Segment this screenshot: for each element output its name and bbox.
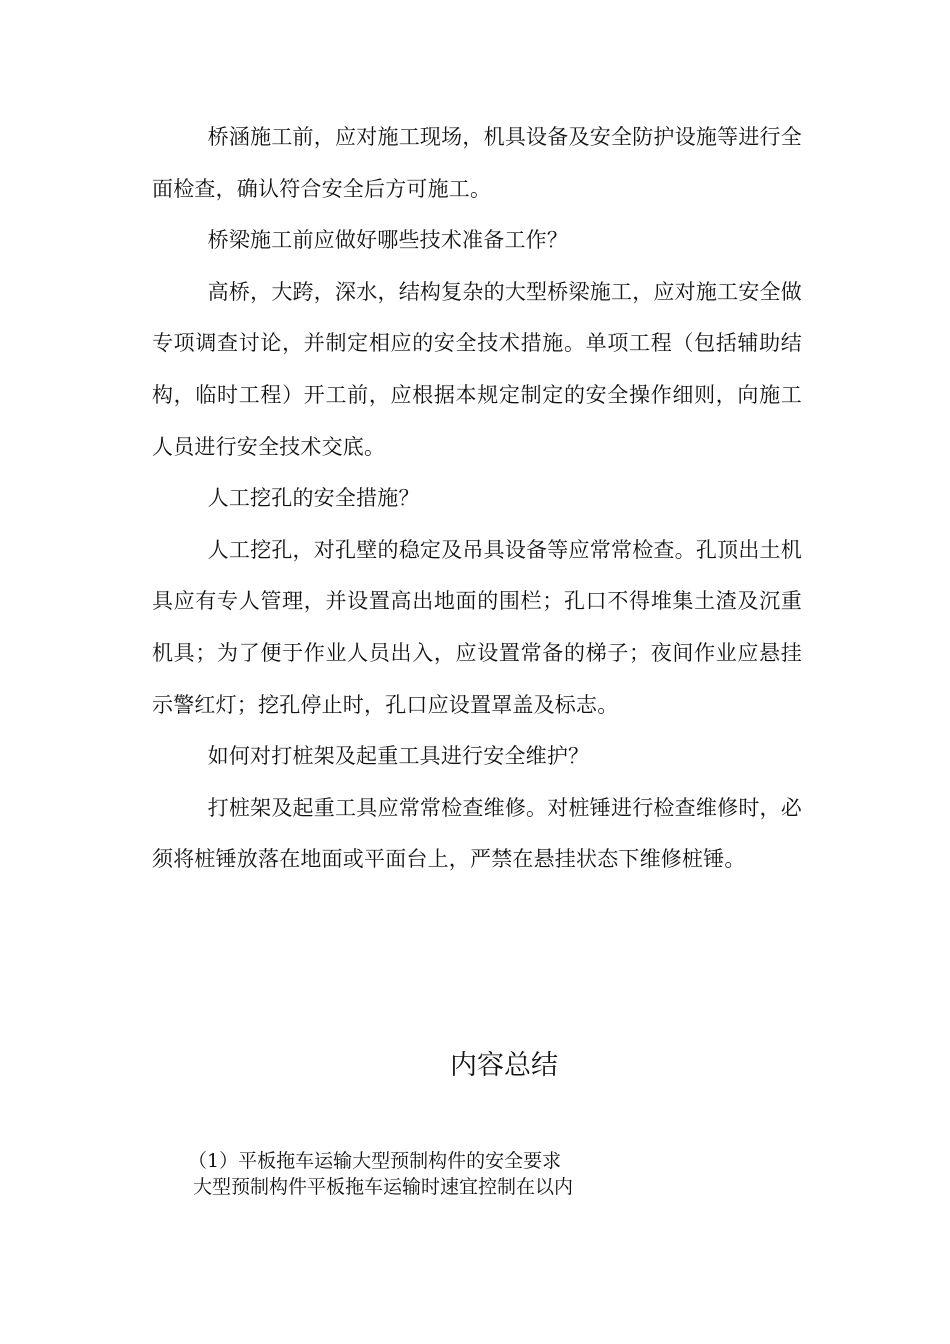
body-text <box>152 112 802 886</box>
paragraph-pile-frame-maintenance: 打桩架及起重工具应常常检查维修。对桩锤进行检查维修时，必须将桩锤放落在地面或平面台上，严禁在悬挂状态下维修桩锤。 <box>152 795 802 872</box>
paragraph-technical-preparation: 高桥，大跨，深水，结构复杂的大型桥梁施工，应对施工安全做专项调查讨论，并制定相应的安全技术措施。单项工程（包括辅助结构，临时工程）开工前，应根据本规定制定的安全操作细则，向施工人员进行安全技术交底。 <box>152 279 802 459</box>
summary-line-1: （1）平板拖车运输大型预制构件的安全要求 <box>188 1150 562 1172</box>
paragraph-manual-excavation: 人工挖孔，对孔壁的稳定及吊具设备等应常常检查。孔顶出土机具应有专人管理，并设置高出地面的围栏；孔口不得堆集土渣及沉重机具；为了便于作业人员出入，应设置常备的梯子；夜间作业应悬挂示警红灯；挖孔停止时，孔口应设置罩盖及标志。 <box>152 537 802 717</box>
question-manual-excavation: 人工挖孔的安全措施？ <box>207 486 420 511</box>
summary-title: 内容总结 <box>450 1050 558 1081</box>
question-pile-frame-maintenance: 如何对打桩架及起重工具进行安全维护？ <box>207 744 590 769</box>
paragraph-inspection: 桥涵施工前，应对施工现场，机具设备及安全防护设施等进行全面检查，确认符合安全后方可施工。 <box>152 125 802 201</box>
question-technical-preparation: 桥梁施工前应做好哪些技术准备工作？ <box>207 228 569 253</box>
summary-line-2: 大型预制构件平板拖车运输时速宜控制在以内 <box>193 1176 574 1198</box>
